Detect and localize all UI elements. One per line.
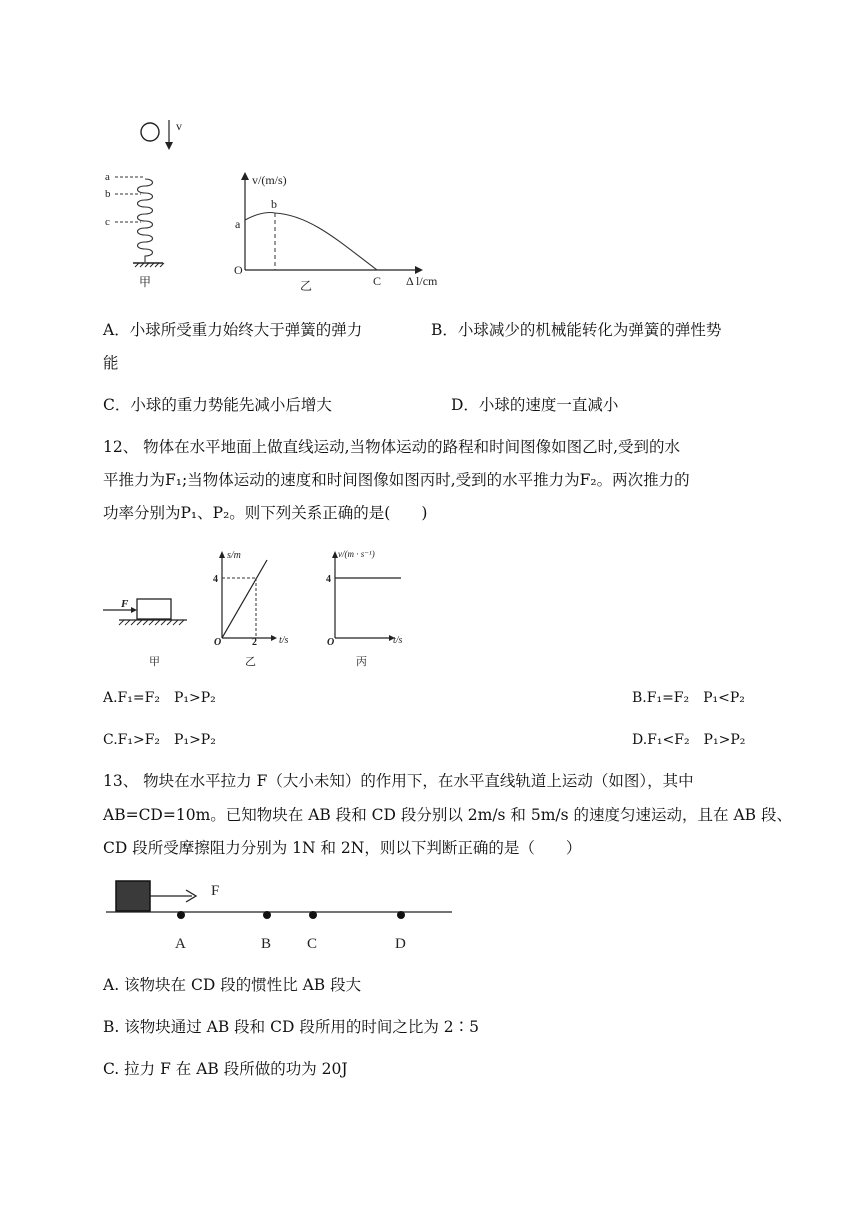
q12-option-d[interactable]: D.F₁<F₂ P₁>P₂ bbox=[632, 732, 746, 748]
bing-y-label: v/(m · s⁻¹) bbox=[338, 549, 375, 559]
yi-tick-x: 2 bbox=[252, 637, 257, 648]
q12-caption-jia: 甲 bbox=[149, 656, 160, 668]
q11-option-c[interactable]: C．小球的重力势能先减小后增大 bbox=[103, 396, 332, 414]
q12-option-b[interactable]: B.F₁=F₂ P₁<P₂ bbox=[632, 690, 745, 706]
q13-stem-line1: 13、 物块在水平拉力 F（大小未知）的作用下，在水平直线轨道上运动（如图），其中 bbox=[103, 772, 694, 790]
q12-stem-line3: 功率分别为P₁、P₂。则下列关系正确的是( ) bbox=[103, 504, 428, 522]
y-axis-arrow-icon bbox=[241, 172, 249, 180]
q11-figure bbox=[95, 112, 465, 297]
q13-stem-line3: CD 段所受摩擦阻力分别为 1N 和 2N，则以下判断正确的是（ ） bbox=[103, 839, 582, 857]
q13-option-b[interactable]: B. 该物块通过 AB 段和 CD 段所用的时间之比为 2∶5 bbox=[103, 1018, 479, 1036]
label-c: C bbox=[307, 936, 318, 952]
q12-option-a[interactable]: A.F₁=F₂ P₁>P₂ bbox=[103, 690, 216, 706]
graph-point-a: a bbox=[235, 217, 241, 231]
graph-origin: O bbox=[234, 263, 243, 277]
yi-origin: O bbox=[214, 637, 222, 648]
spring-label-b: b bbox=[105, 188, 111, 200]
point-a bbox=[177, 911, 185, 919]
spring-label-c: c bbox=[105, 216, 110, 228]
bing-tick-y: 4 bbox=[326, 574, 331, 585]
velocity-curve bbox=[245, 213, 377, 270]
yi-tick-y: 4 bbox=[213, 574, 218, 585]
q11-option-a[interactable]: A．小球所受重力始终大于弹簧的弹力 bbox=[103, 321, 363, 339]
block bbox=[116, 881, 150, 911]
x-axis-arrow-icon bbox=[415, 266, 423, 274]
bing-x-label: t/s bbox=[393, 635, 403, 646]
q13-force-label: F bbox=[211, 883, 220, 899]
q13-option-c[interactable]: C. 拉力 F 在 AB 段所做的功为 20J bbox=[103, 1060, 348, 1078]
ball bbox=[141, 123, 159, 141]
q12-force-label: F bbox=[121, 598, 129, 610]
spring-label-a: a bbox=[105, 171, 110, 183]
point-b bbox=[263, 911, 271, 919]
label-a: A bbox=[175, 936, 186, 952]
label-d: D bbox=[395, 936, 406, 952]
graph-point-b: b bbox=[271, 197, 277, 211]
label-b: B bbox=[261, 936, 272, 952]
q12-caption-bing: 丙 bbox=[356, 656, 367, 668]
q13-option-a[interactable]: A. 该物块在 CD 段的惯性比 AB 段大 bbox=[103, 976, 362, 994]
graph-point-c: C bbox=[373, 274, 382, 288]
q12-figure bbox=[95, 540, 425, 670]
q11-option-d[interactable]: D．小球的速度一直减小 bbox=[451, 396, 619, 414]
force-arrow-icon bbox=[131, 607, 137, 613]
point-c bbox=[309, 911, 317, 919]
q12-stem-line1: 12、 物体在水平地面上做直线运动,当物体运动的路程和时间图像如图乙时,受到的水 bbox=[103, 438, 681, 456]
caption-jia: 甲 bbox=[139, 275, 152, 289]
q13-stem-line2: AB=CD=10m。已知物块在 AB 段和 CD 段分别以 2m/s 和 5m/s 的速度匀速运动，且在 AB 段、 bbox=[103, 806, 792, 824]
point-d bbox=[397, 911, 405, 919]
q11-option-b-cont: 能 bbox=[103, 354, 119, 372]
yi-x-label: t/s bbox=[279, 635, 289, 646]
q13-figure bbox=[100, 872, 460, 954]
spring bbox=[138, 179, 153, 262]
q11-option-b[interactable]: B．小球减少的机械能转化为弹簧的弹性势 bbox=[431, 321, 722, 339]
caption-yi: 乙 bbox=[300, 279, 313, 293]
block bbox=[137, 599, 171, 619]
q12-caption-yi: 乙 bbox=[245, 656, 256, 668]
q12-option-c[interactable]: C.F₁>F₂ P₁>P₂ bbox=[103, 732, 216, 748]
yi-y-arrow-icon bbox=[219, 551, 225, 558]
bing-origin: O bbox=[327, 637, 335, 648]
velocity-label: v bbox=[176, 119, 182, 133]
velocity-arrow-icon bbox=[165, 142, 173, 150]
yi-y-label: s/m bbox=[227, 550, 241, 561]
graph-y-label: v/(m/s) bbox=[252, 173, 287, 187]
q12-stem-line2: 平推力为F₁;当物体运动的速度和时间图像如图丙时,受到的水平推力为F₂。两次推力的 bbox=[103, 471, 690, 489]
yi-x-arrow-icon bbox=[271, 635, 277, 641]
graph-x-label: Δ l/cm bbox=[406, 274, 438, 288]
